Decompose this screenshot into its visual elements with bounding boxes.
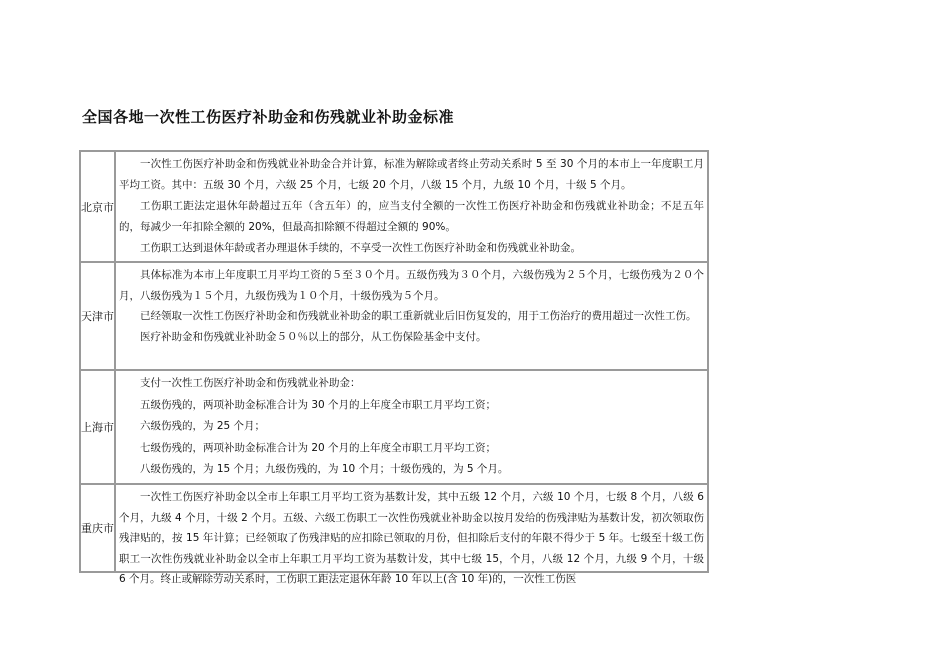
city-cell: 重庆市 [80,484,115,572]
paragraph: 七级伤残的，两项补助金标准合计为 20 个月的上年度全市职工月平均工资； [140,441,497,454]
document-title: 全国各地一次性工伤医疗补助金和伤残就业补助金标准 [82,108,455,126]
content-cell [115,370,708,484]
paragraph: 一次性工伤医疗补助金以全市上年职工月平均工资为基数计发，其中五级 12 个月，六级 10 个月，七级 8 个月，八级 6 个月，九级 4 个月，十级 2 个月。五级、六级工伤职工一次性伤残就业补助金以按月发给的伤残津贴为基数计发，初次领取伤残津贴的，按 15 年计算；已经领取了伤残津贴的应扣除已领取的月份，但扣除后支付的年限不得少于 5 年。七级至十级工伤职工一次性伤残就业补助金以全市上年职工月平均工资为基数计发，其中七级 15，个月，八级 12 个月，九级 9 个月，十级 6 个月。终止或解除劳动关系时，工伤职工距法定退休年龄 10 年以上(含 10 年)的，一次性工伤医 [119,491,704,585]
table-row [80,484,708,572]
content-clip [119,487,704,585]
table-row [80,262,708,370]
paragraph: 具体标准为本市上年度职工月平均工资的５至３０个月。五级伤残为３０个月，六级伤残为２５个月，七级伤残为２０个月，八级伤残为１５个月，九级伤残为１０个月，十级伤残为５个月。 [119,269,704,302]
paragraph: 工伤职工达到退休年龄或者办理退休手续的，不享受一次性工伤医疗补助金和伤残就业补助金。 [140,242,581,254]
paragraph: 一次性工伤医疗补助金和伤残就业补助金合并计算，标准为解除或者终止劳动关系时 5 至 30 个月的本市上一年度职工月平均工资。其中：五级 30 个月，六级 25 个月，七级 20 个月，八级 15 个月，九级 10 个月，十级 5 个月。 [119,158,704,191]
paragraph: 八级伤残的，为 15 个月；九级伤残的，为 10 个月；十级伤残的，为 5 个月。 [140,463,509,475]
city-cell: 天津市 [80,262,115,370]
paragraph: 医疗补助金和伤残就业补助金５０％以上的部分，从工伤保险基金中支付。 [140,330,487,343]
content-cell [115,262,708,370]
paragraph: 已经领取一次性工伤医疗补助金和伤残就业补助金的职工重新就业后旧伤复发的，用于工伤治疗的费用超过一次性工伤。 [140,310,697,322]
city-cell: 北京市 [80,151,115,262]
table-row [80,370,708,484]
paragraph: 支付一次性工伤医疗补助金和伤残就业补助金： [140,377,361,389]
table-row [80,151,708,262]
content-cell [115,484,708,585]
subsidy-standards-table [79,150,709,585]
paragraph: 五级伤残的，两项补助金标准合计为 30 个月的上年度全市职工月平均工资； [140,398,497,411]
content-cell [115,151,708,262]
paragraph: 六级伤残的，为 25 个月； [140,420,266,432]
city-cell: 上海市 [80,370,115,484]
paragraph: 工伤职工距法定退休年龄超过五年（含五年）的，应当支付全额的一次性工伤医疗补助金和伤残就业补助金；不足五年的，每减少一年扣除全额的 20%，但最高扣除额不得超过全额的 90%。 [119,200,704,233]
